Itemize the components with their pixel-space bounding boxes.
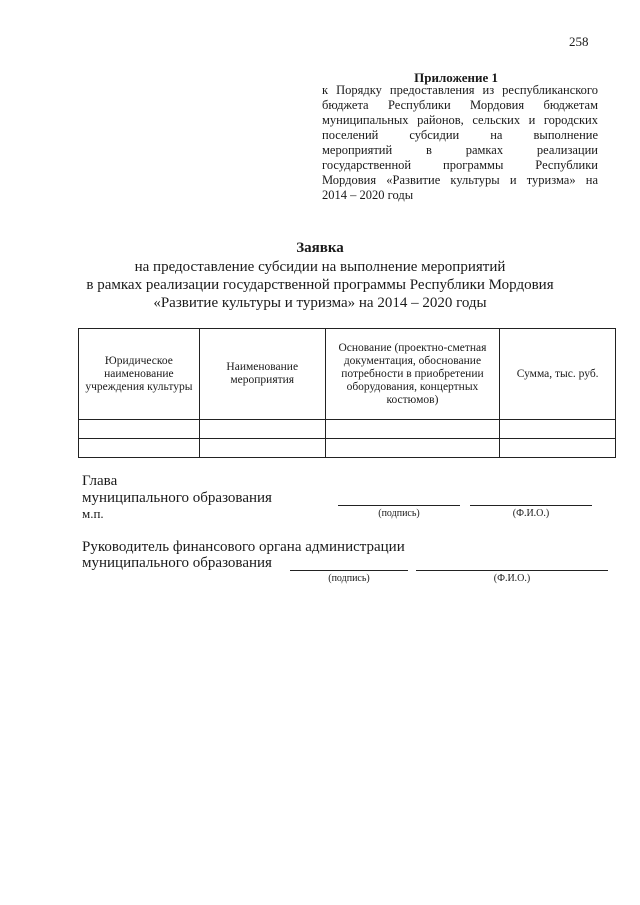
appendix-line: Мордовия «Развитие культуры и туризма» на bbox=[322, 173, 598, 187]
table-header-row bbox=[79, 329, 616, 420]
table-row bbox=[79, 439, 616, 458]
table-cell[interactable] bbox=[500, 439, 616, 458]
table-row bbox=[79, 420, 616, 439]
finance-name-line[interactable] bbox=[416, 570, 608, 571]
finance-signature-caption: (подпись) bbox=[328, 573, 370, 584]
table-cell[interactable] bbox=[199, 420, 325, 439]
appendix-text bbox=[322, 83, 598, 203]
table-cell[interactable] bbox=[325, 439, 500, 458]
appendix-line: мероприятий в рамках реализации bbox=[322, 143, 598, 157]
head-municipality: муниципального образования bbox=[82, 490, 272, 506]
header-basis: Основание (проектно-сметная документация, обоснование потребности в приобретении оборудования, концертных костюмов) bbox=[325, 329, 500, 420]
header-event-name: Наименование мероприятия bbox=[199, 329, 325, 420]
header-legal-name: Юридическое наименование учреждения культуры bbox=[79, 329, 200, 420]
table-cell[interactable] bbox=[500, 420, 616, 439]
document-subtitle-line: «Развитие культуры и туризма» на 2014 – 2020 годы bbox=[153, 295, 487, 311]
page-number: 258 bbox=[569, 34, 589, 49]
head-signature-caption: (подпись) bbox=[378, 508, 420, 519]
request-table bbox=[78, 328, 616, 458]
head-name-caption: (Ф.И.О.) bbox=[512, 508, 550, 519]
appendix-line: к Порядку предоставления из республиканского bbox=[322, 83, 598, 97]
appendix-title: Приложение 1 bbox=[414, 70, 498, 85]
table-cell[interactable] bbox=[325, 420, 500, 439]
finance-name-caption: (Ф.И.О.) bbox=[493, 573, 531, 584]
table-cell[interactable] bbox=[79, 439, 200, 458]
finance-signature-line[interactable] bbox=[290, 570, 408, 571]
appendix-line: 2014 – 2020 годы bbox=[322, 188, 414, 202]
stamp-label: м.п. bbox=[82, 506, 104, 521]
head-name-line[interactable] bbox=[470, 505, 592, 506]
appendix-line: бюджета Республики Мордовия бюджетам bbox=[322, 98, 598, 112]
appendix-line: поселений субсидии на выполнение bbox=[322, 128, 598, 142]
document-title: Заявка bbox=[296, 240, 344, 256]
table-cell[interactable] bbox=[79, 420, 200, 439]
head-signature-line[interactable] bbox=[338, 505, 460, 506]
appendix-line: государственной программы Республики bbox=[322, 158, 598, 172]
appendix-line: муниципальных районов, сельских и городских bbox=[322, 113, 598, 127]
document-subtitle-line: в рамках реализации государственной программы Республики Мордовия bbox=[86, 277, 554, 293]
finance-head-title: Руководитель финансового органа администрации bbox=[82, 539, 405, 555]
head-title: Глава bbox=[82, 473, 118, 489]
document-subtitle-line: на предоставление субсидии на выполнение мероприятий bbox=[134, 259, 506, 275]
table-cell[interactable] bbox=[199, 439, 325, 458]
finance-municipality: муниципального образования bbox=[82, 555, 272, 571]
header-amount: Сумма, тыс. руб. bbox=[500, 329, 616, 420]
